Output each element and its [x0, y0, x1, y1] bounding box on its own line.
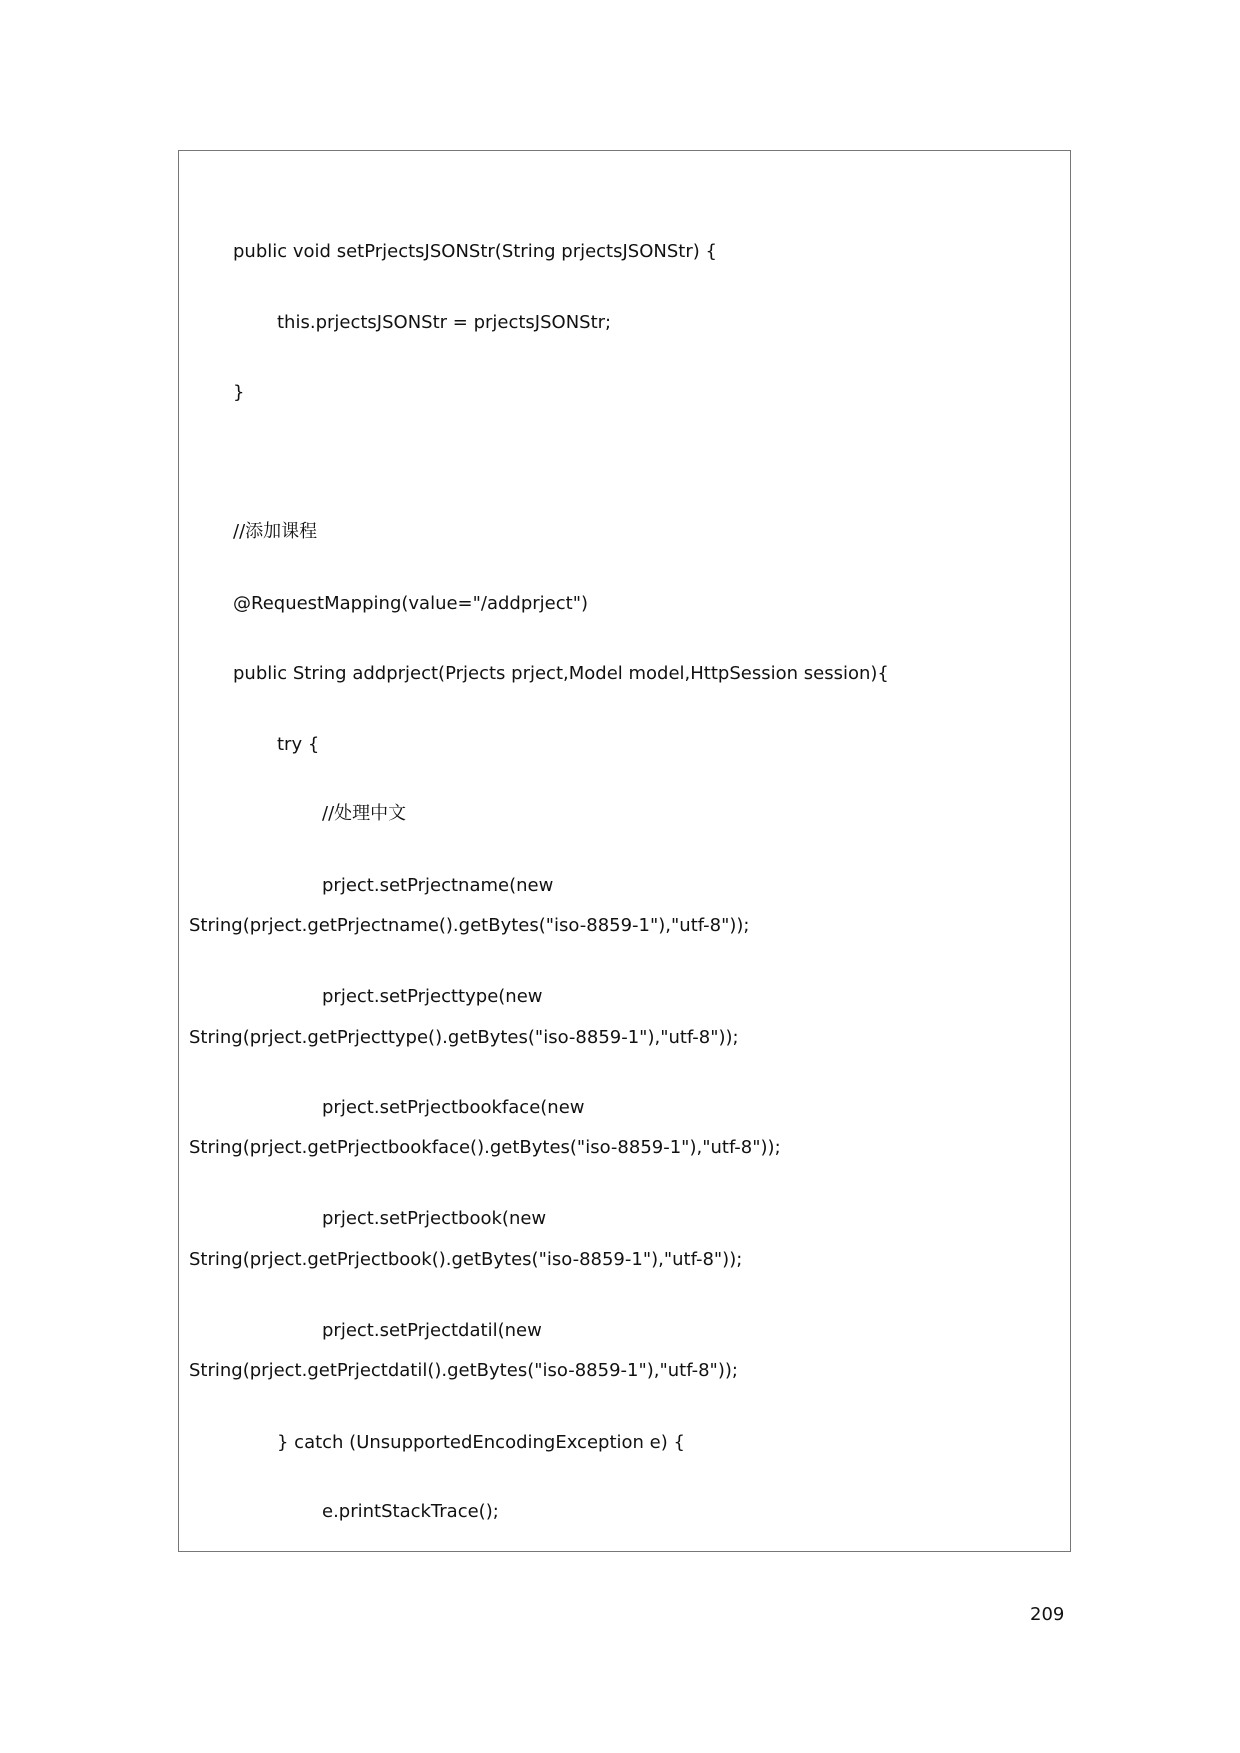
code-line: String(prject.getPrjectbookface().getBytes("iso-8859-1"),"utf-8")); [189, 1137, 781, 1158]
code-line: e.printStackTrace(); [322, 1501, 499, 1522]
code-comment: //处理中文 [322, 803, 407, 824]
code-line: public void setPrjectsJSONStr(String prjectsJSONStr) { [233, 241, 717, 262]
code-box [178, 150, 1071, 1552]
code-line: } [233, 382, 245, 403]
code-line: String(prject.getPrjectbook().getBytes("iso-8859-1"),"utf-8")); [189, 1249, 743, 1270]
code-line: prject.setPrjectbook(new [322, 1208, 547, 1229]
page-number: 209 [1030, 1604, 1065, 1625]
code-line: String(prject.getPrjectname().getBytes("iso-8859-1"),"utf-8")); [189, 915, 750, 936]
code-line: prject.setPrjectbookface(new [322, 1097, 585, 1118]
code-line: prject.setPrjectdatil(new [322, 1320, 542, 1341]
code-comment: //添加课程 [233, 521, 318, 542]
code-line: prject.setPrjectname(new [322, 875, 554, 896]
code-line: prject.setPrjecttype(new [322, 986, 543, 1007]
code-line: String(prject.getPrjectdatil().getBytes("iso-8859-1"),"utf-8")); [189, 1360, 738, 1381]
code-line: public String addprject(Prjects prject,Model model,HttpSession session){ [233, 663, 889, 684]
code-line: try { [277, 734, 320, 755]
code-line: } catch (UnsupportedEncodingException e) { [277, 1432, 685, 1453]
code-line: String(prject.getPrjecttype().getBytes("iso-8859-1"),"utf-8")); [189, 1027, 739, 1048]
code-line: this.prjectsJSONStr = prjectsJSONStr; [277, 312, 612, 333]
code-line: @RequestMapping(value="/addprject") [233, 593, 589, 614]
